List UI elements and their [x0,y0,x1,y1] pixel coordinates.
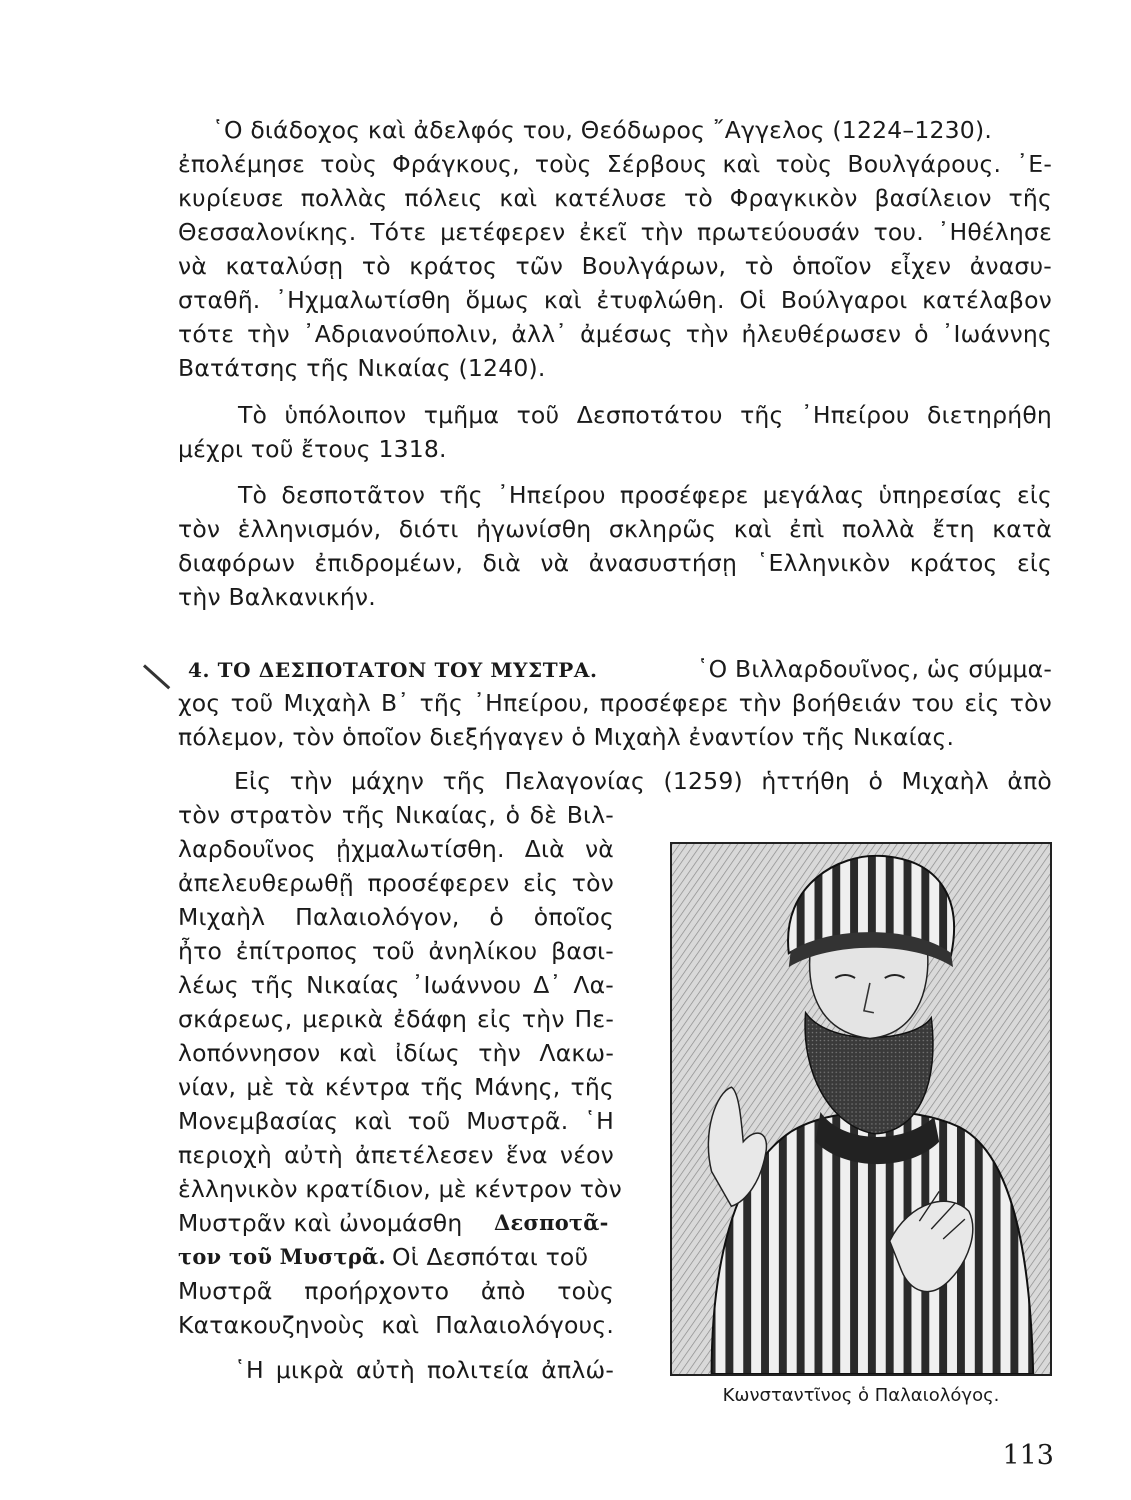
text-line: ῾Ο Βιλλαρδουῖνος, ὡς σύμμα- [696,655,1052,683]
text-line: μέχρι τοῦ ἔτους 1318. [178,435,447,463]
text-line: Θεσσαλονίκης. Τότε μετέφερεν ἐκεῖ τὴν πρωτεύουσάν του. ᾿Ηθέλησε [178,218,1052,246]
portrait-engraving [672,844,1050,1374]
text-line: λοπόννησον καὶ ἰδίως τὴν Λακω- [178,1039,614,1067]
text-line: τότε τὴν ᾿Αδριανούπολιν, ἀλλ᾿ ἀμέσως τὴν ἠλευθέρωσεν ὁ ᾿Ιωάννης [178,320,1052,348]
text-line: ἀπελευθερωθῇ προσέφερεν εἰς τὸν [178,869,614,897]
section-heading: 4. ΤΟ ΔΕΣΠΟΤΑΤΟΝ ΤΟΥ ΜΥΣΤΡΑ. [188,658,598,682]
bold-term: τον τοῦ Μυστρᾶ. [178,1244,386,1269]
text-line: ῾Η μικρὰ αὐτὴ πολιτεία ἀπλώ- [234,1356,614,1384]
text-line: χος τοῦ Μιχαὴλ Β᾿ τῆς ᾿Ηπείρου, προσέφερε τὴν βοήθειάν του εἰς τὸν [178,689,1052,717]
text-line: Κατακουζηνοὺς καὶ Παλαιολόγους. [178,1311,614,1339]
text-line: νίαν, μὲ τὰ κέντρα τῆς Μάνης, τῆς [178,1073,614,1101]
text-line: Βατάτσης τῆς Νικαίας (1240). [178,354,546,382]
text-line: τὴν Βαλκανικήν. [178,583,376,611]
text-line: Τὸ ὑπόλοιπον τμῆμα τοῦ Δεσποτάτου τῆς ᾿Ηπείρου διετηρήθη [238,401,1052,429]
text-line: τὸν ἑλληνισμόν, διότι ἠγωνίσθη σκληρῶς καὶ ἐπὶ πολλὰ ἔτη κατὰ [178,515,1052,543]
text-line: Μυστρᾶν καὶ ὠνομάσθη [178,1209,463,1237]
text-line: Μυστρᾶ προήρχοντο ἀπὸ τοὺς [178,1277,614,1305]
text-line: σταθῆ. ᾿Ηχμαλωτίσθη ὅμως καὶ ἐτυφλώθη. Οἱ Βούλγαροι κατέλαβον [178,286,1052,314]
pencil-mark [143,664,170,689]
bold-term: Δεσποτᾶ- [494,1210,609,1235]
text-line: ἦτο ἐπίτροπος τοῦ ἀνηλίκου βασι- [178,937,614,965]
text-line: ἑλληνικὸν κρατίδιον, μὲ κέντρον τὸν [178,1175,622,1203]
portrait-caption: Κωνσταντῖνος ὁ Παλαιολόγος. [722,1385,1000,1406]
text-line: σκάρεως, μερικὰ ἐδάφη εἰς τὴν Πε- [178,1005,614,1033]
page-number: 113 [1002,1440,1054,1471]
text-line: Μονεμβασίας καὶ τοῦ Μυστρᾶ. ῾Η [178,1107,614,1135]
text-line: κυρίευσε πολλὰς πόλεις καὶ κατέλυσε τὸ Φραγκικὸν βασίλειον τῆς [178,184,1052,212]
portrait-image [670,842,1052,1376]
text-line: πόλεμον, τὸν ὁποῖον διεξήγαγεν ὁ Μιχαὴλ ἐναντίον τῆς Νικαίας. [178,723,955,751]
text-line: ἐπολέμησε τοὺς Φράγκους, τοὺς Σέρβους καὶ τοὺς Βουλγάρους. ᾿Ε- [178,150,1052,178]
text-line: Οἱ Δεσπόται τοῦ [392,1243,589,1271]
text-line: περιοχὴ αὐτὴ ἀπετέλεσεν ἕνα νέον [178,1141,614,1169]
text-line: λαρδουῖνος ᾐχμαλωτίσθη. Διὰ νὰ [178,835,614,863]
text-line: Εἰς τὴν μάχην τῆς Πελαγονίας (1259) ἡττήθη ὁ Μιχαὴλ ἀπὸ [234,767,1052,795]
text-line: νὰ καταλύσῃ τὸ κράτος τῶν Βουλγάρων, τὸ ὁποῖον εἶχεν ἀνασυ- [178,252,1052,280]
text-line: διαφόρων ἐπιδρομέων, διὰ νὰ ἀνασυστήσῃ ῾Ελληνικὸν κράτος εἰς [178,549,1052,577]
text-line: Τὸ δεσποτᾶτον τῆς ᾿Ηπείρου προσέφερε μεγάλας ὑπηρεσίας εἰς [238,481,1052,509]
text-line: τὸν στρατὸν τῆς Νικαίας, ὁ δὲ Βιλ- [178,801,614,829]
text-line: Μιχαὴλ Παλαιολόγον, ὁ ὁποῖος [178,903,614,931]
text-line: ῾Ο διάδοχος καὶ ἀδελφός του, Θεόδωρος ῎Αγγελος (1224–1230). [212,116,993,144]
text-line: λέως τῆς Νικαίας ᾿Ιωάννου Δ᾿ Λα- [178,971,614,999]
